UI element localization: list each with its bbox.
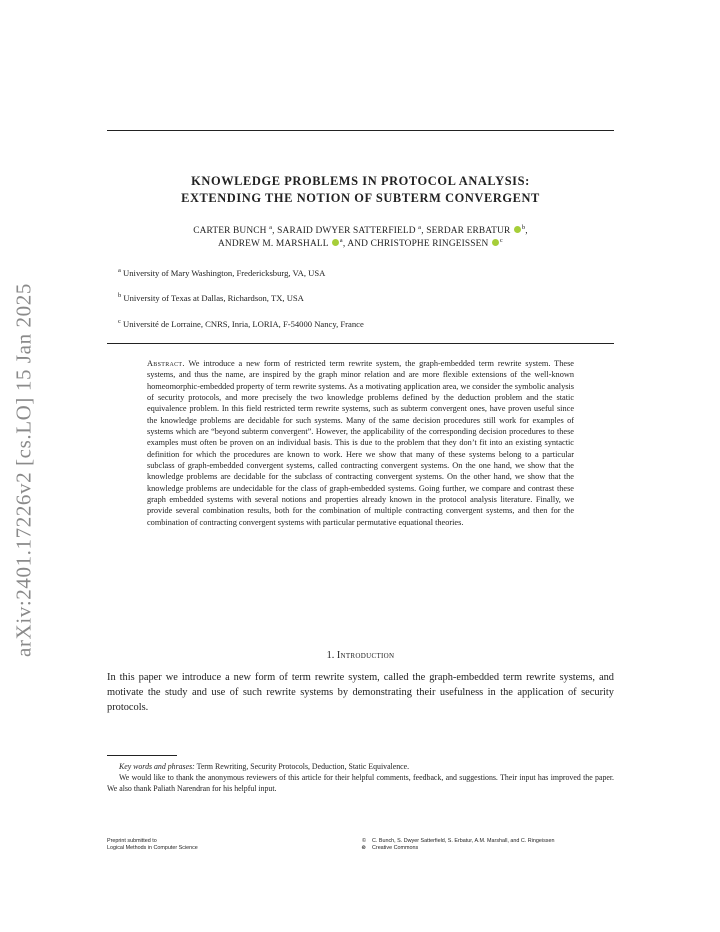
abstract-rule [107, 343, 614, 344]
keywords-footnote [107, 761, 614, 772]
footer-preprint-line-2: Logical Methods in Computer Science [107, 844, 198, 851]
author-list [107, 225, 614, 251]
top-rule [107, 130, 614, 131]
author-name: CARTER BUNCH [193, 226, 267, 236]
affiliation-a [118, 268, 325, 279]
orcid-icon[interactable] [492, 239, 499, 246]
author-name: SARAID DWYER SATTERFIELD [277, 226, 416, 236]
author-name: CHRISTOPHE RINGEISSEN [370, 239, 489, 249]
arxiv-identifier-text: arXiv:2401.17226v2 [cs.LO] 15 Jan 2025 [11, 283, 36, 657]
orcid-icon[interactable] [332, 239, 339, 246]
creative-commons-icon: 🅭 [362, 844, 366, 851]
affiliation-c [118, 319, 364, 330]
affiliation-text: Université de Lorraine, CNRS, Inria, LORIA, F-54000 Nancy, France [123, 319, 364, 329]
abstract [147, 358, 574, 528]
affiliation-b [118, 293, 304, 304]
abstract-heading: Abstract. [147, 359, 185, 368]
section-title: Introduction [336, 650, 395, 661]
orcid-icon[interactable] [514, 226, 521, 233]
title-line-1: KNOWLEDGE PROBLEMS IN PROTOCOL ANALYSIS: [191, 174, 530, 188]
keywords-text: Term Rewriting, Security Protocols, Deduction, Static Equivalence. [196, 762, 410, 771]
abstract-text: We introduce a new form of restricted term rewrite system, the graph-embedded term rewrite system. These systems, and thus the name, are inspired by the graph minor relation and are more flexible extensions of the well-known homeomorphic-embedded property of term rewrite systems. As a motivating application area, we consider the symbolic analysis of security protocols, and more precisely the two knowledge problems defined by the deduction problem and the static equivalence problem. In this field restricted term rewrite systems, such as subterm convergent ones, have proven useful since the knowledge problems are decidable for such systems. Many of the same decision procedures still work for examples of systems which are “beyond subterm convergent”. However, the applicability of the corresponding decision procedures to these examples must often be proven on an individual basis. This is due to the problem that they don’t fit into an existing syntactic definition for which the procedures are known to work. Here we show that many of these systems belong to a particular subclass of graph-embedded convergent systems, called contracting convergent systems. On the one hand, we show that the knowledge problems are decidable for the subclass of contracting convergent systems. On the other hand, we show that the knowledge problems are undecidable for the class of graph-embedded systems. Going further, we compare and contrast these graph embedded systems with several notions and properties already known in the protocol analysis literature. Finally, we provide several combination results, both for the combination of multiple contracting convergent systems, and then for the combination of contracting convergent systems with particular permutative equational theories. [147, 359, 574, 527]
acknowledgement-footnote: We would like to thank the anonymous reviewers of this article for their helpful comments, feedback, and suggestions. Their input has improved the paper. We also thank Paliath Narendran for his helpful input. [107, 773, 614, 793]
author-line-1: CARTER BUNCH $^a$, SARAID DWYER SATTERFIELD $^a$, SERDAR ERBATUR $^b$, [193, 223, 528, 236]
affiliation-mark: a [118, 267, 121, 275]
footnote-rule [107, 755, 177, 756]
author-name: SERDAR ERBATUR [426, 226, 511, 236]
author-name: ANDREW M. MARSHALL [218, 239, 329, 249]
author-line-2: ANDREW M. MARSHALL $^a$, AND CHRISTOPHE RINGEISSEN $^c$ [218, 236, 503, 249]
affiliation-mark: c [118, 318, 121, 326]
affiliation-mark: c [499, 236, 503, 244]
section-number: 1. [326, 650, 335, 661]
affiliation-mark: b [521, 223, 526, 231]
footer-preprint-line-1: Preprint submitted to [107, 838, 157, 844]
footer-cc-text[interactable]: Creative Commons [372, 844, 419, 851]
intro-paragraph: In this paper we introduce a new form of term rewrite system, called the graph-embedded term rewrite systems, and motivate the study and use of such rewrite systems by demonstrating their usefulness in the application of security protocols. [107, 672, 614, 713]
affiliation-mark: a [339, 236, 343, 244]
author-conjunction: AND [347, 239, 371, 249]
affiliation-mark: a [269, 223, 273, 231]
affiliation-mark: b [118, 292, 122, 300]
paper-title [107, 173, 614, 207]
footer-preprint [107, 838, 198, 851]
keywords-label: Key words and phrases: [119, 762, 195, 771]
footer-copyright-holders: C. Bunch, S. Dwyer Satterfield, S. Erbatur, A.M. Marshall, and C. Ringeissen [372, 838, 555, 844]
footer-license [362, 838, 554, 851]
affiliation-mark: a [418, 223, 422, 231]
footnotes [107, 761, 614, 794]
affiliation-text: University of Mary Washington, Fredericksburg, VA, USA [123, 268, 326, 278]
section-heading [107, 650, 614, 661]
title-line-2: EXTENDING THE NOTION OF SUBTERM CONVERGENT [181, 191, 540, 205]
copyright-icon: © [362, 838, 366, 844]
footer-cc-line [362, 845, 554, 852]
affiliation-text: University of Texas at Dallas, Richardson, TX, USA [123, 293, 304, 303]
